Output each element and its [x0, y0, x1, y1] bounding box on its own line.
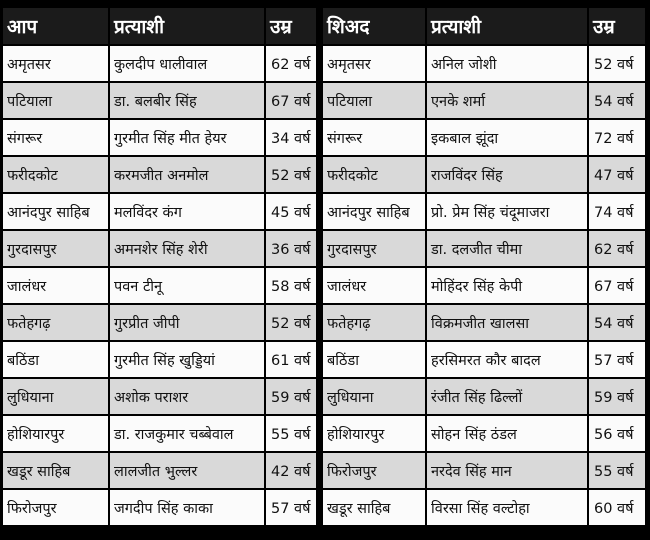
seat-cell: पटियाला	[3, 83, 110, 120]
candidate-cell: राजविंदर सिंह	[427, 157, 589, 194]
candidate-cell: कुलदीप धालीवाल	[110, 46, 266, 83]
candidate-cell: सोहन सिंह ठंडल	[427, 416, 589, 453]
seat-cell: खडूर साहिब	[323, 490, 427, 527]
table-row	[323, 231, 647, 268]
seat-cell: पटियाला	[323, 83, 427, 120]
seat-cell: होशियारपुर	[323, 416, 427, 453]
table-row	[323, 268, 647, 305]
candidate-cell: मोहिंदर सिंह केपी	[427, 268, 589, 305]
candidate-cell: करमजीत अनमोल	[110, 157, 266, 194]
seat-cell: फिरोजपुर	[3, 490, 110, 527]
seat-cell: खडूर साहिब	[3, 453, 110, 490]
candidate-cell: रंजीत सिंह ढिल्लों	[427, 379, 589, 416]
age-cell: 57 वर्ष	[589, 342, 647, 379]
candidate-cell: डा. बलबीर सिंह	[110, 83, 266, 120]
candidate-header: प्रत्याशी	[427, 8, 589, 46]
table-row	[323, 453, 647, 490]
seat-cell: लुधियाना	[3, 379, 110, 416]
table-row	[3, 120, 318, 157]
age-cell: 67 वर्ष	[266, 83, 318, 120]
candidate-cell: इकबाल झूंदा	[427, 120, 589, 157]
age-cell: 54 वर्ष	[589, 305, 647, 342]
table-row	[3, 416, 318, 453]
table-row	[323, 46, 647, 83]
age-cell: 58 वर्ष	[266, 268, 318, 305]
seat-cell: जालंधर	[3, 268, 110, 305]
table-row	[3, 194, 318, 231]
party-header: शिअद	[323, 8, 427, 46]
table-row	[3, 231, 318, 268]
table-row	[3, 342, 318, 379]
candidate-cell: लालजीत भुल्लर	[110, 453, 266, 490]
candidate-cell: विक्रमजीत खालसा	[427, 305, 589, 342]
table-row	[323, 83, 647, 120]
candidate-cell: जगदीप सिंह काका	[110, 490, 266, 527]
candidate-cell: नरदेव सिंह मान	[427, 453, 589, 490]
seat-cell: फतेहगढ़	[3, 305, 110, 342]
age-cell: 52 वर्ष	[266, 305, 318, 342]
table-row	[323, 379, 647, 416]
seat-cell: गुरदासपुर	[323, 231, 427, 268]
candidate-cell: एनके शर्मा	[427, 83, 589, 120]
age-cell: 74 वर्ष	[589, 194, 647, 231]
candidate-cell: डा. दलजीत चीमा	[427, 231, 589, 268]
age-cell: 42 वर्ष	[266, 453, 318, 490]
candidate-cell: मलविंदर कंग	[110, 194, 266, 231]
age-cell: 47 वर्ष	[589, 157, 647, 194]
seat-cell: फतेहगढ़	[323, 305, 427, 342]
table-row	[3, 157, 318, 194]
age-cell: 62 वर्ष	[266, 46, 318, 83]
table-row	[323, 120, 647, 157]
seat-cell: फिरोजपुर	[323, 453, 427, 490]
age-cell: 55 वर्ष	[266, 416, 318, 453]
candidate-cell: हरसिमरत कौर बादल	[427, 342, 589, 379]
table-row	[3, 490, 318, 527]
seat-cell: संगरूर	[3, 120, 110, 157]
age-cell: 52 वर्ष	[266, 157, 318, 194]
table-header-row	[323, 8, 647, 46]
age-cell: 72 वर्ष	[589, 120, 647, 157]
table-header-row	[3, 8, 318, 46]
age-header: उम्र	[266, 8, 318, 46]
seat-cell: आनंदपुर साहिब	[323, 194, 427, 231]
age-cell: 62 वर्ष	[589, 231, 647, 268]
age-cell: 54 वर्ष	[589, 83, 647, 120]
table-row	[323, 305, 647, 342]
table-row	[323, 416, 647, 453]
seat-cell: जालंधर	[323, 268, 427, 305]
age-cell: 45 वर्ष	[266, 194, 318, 231]
seat-cell: अमृतसर	[323, 46, 427, 83]
candidate-cell: अनिल जोशी	[427, 46, 589, 83]
table-row	[323, 342, 647, 379]
table-row	[3, 46, 318, 83]
table-row	[3, 453, 318, 490]
table-row	[3, 83, 318, 120]
candidate-cell: अशोक पराशर	[110, 379, 266, 416]
table-row	[323, 157, 647, 194]
age-cell: 61 वर्ष	[266, 342, 318, 379]
age-cell: 67 वर्ष	[589, 268, 647, 305]
candidate-cell: प्रो. प्रेम सिंह चंदूमाजरा	[427, 194, 589, 231]
seat-cell: आनंदपुर साहिब	[3, 194, 110, 231]
sad-candidates-table	[323, 8, 647, 527]
candidate-cell: गुरमीत सिंह खुड्डियां	[110, 342, 266, 379]
age-cell: 36 वर्ष	[266, 231, 318, 268]
party-header: आप	[3, 8, 110, 46]
age-cell: 52 वर्ष	[589, 46, 647, 83]
seat-cell: अमृतसर	[3, 46, 110, 83]
table-row	[3, 305, 318, 342]
candidate-cell: विरसा सिंह वल्टोहा	[427, 490, 589, 527]
seat-cell: संगरूर	[323, 120, 427, 157]
table-row	[323, 490, 647, 527]
candidate-cell: गुरमीत सिंह मीत हेयर	[110, 120, 266, 157]
candidate-cell: डा. राजकुमार चब्बेवाल	[110, 416, 266, 453]
aap-candidates-table	[3, 8, 318, 527]
candidate-cell: अमनशेर सिंह शेरी	[110, 231, 266, 268]
seat-cell: गुरदासपुर	[3, 231, 110, 268]
candidate-cell: पवन टीनू	[110, 268, 266, 305]
candidate-cell: गुरप्रीत जीपी	[110, 305, 266, 342]
seat-cell: बठिंडा	[323, 342, 427, 379]
age-cell: 59 वर्ष	[266, 379, 318, 416]
table-row	[3, 268, 318, 305]
age-cell: 59 वर्ष	[589, 379, 647, 416]
seat-cell: लुधियाना	[323, 379, 427, 416]
table-row	[323, 194, 647, 231]
seat-cell: होशियारपुर	[3, 416, 110, 453]
table-row	[3, 379, 318, 416]
age-cell: 34 वर्ष	[266, 120, 318, 157]
seat-cell: फरीदकोट	[323, 157, 427, 194]
seat-cell: फरीदकोट	[3, 157, 110, 194]
age-header: उम्र	[589, 8, 647, 46]
seat-cell: बठिंडा	[3, 342, 110, 379]
age-cell: 57 वर्ष	[266, 490, 318, 527]
candidate-header: प्रत्याशी	[110, 8, 266, 46]
age-cell: 60 वर्ष	[589, 490, 647, 527]
age-cell: 56 वर्ष	[589, 416, 647, 453]
age-cell: 55 वर्ष	[589, 453, 647, 490]
